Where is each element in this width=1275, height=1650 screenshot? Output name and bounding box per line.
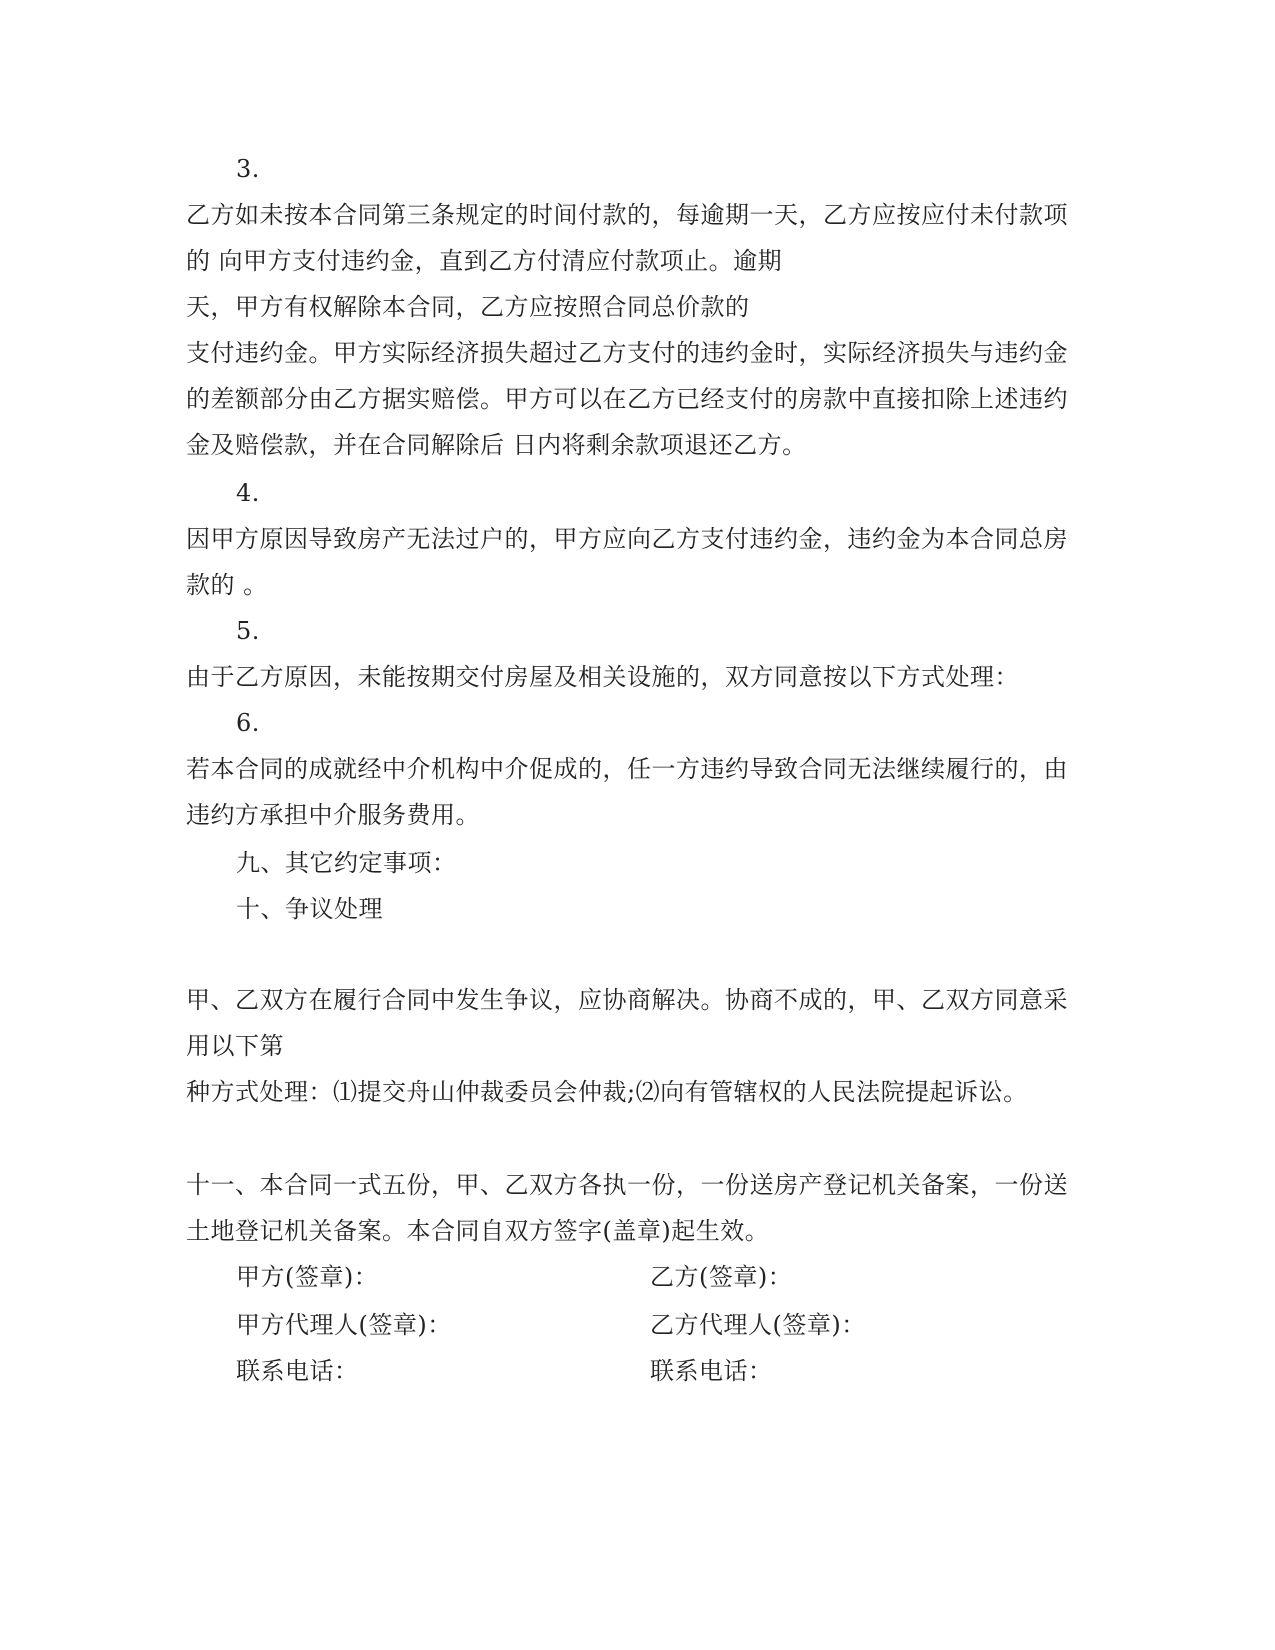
section-text-line: 用以下第 [186, 1032, 284, 1060]
section-heading: 九、其它约定事项： [236, 849, 457, 877]
signature-agent-a: 甲方代理人(签章)： [236, 1311, 452, 1339]
phone-party-a: 联系电话： [236, 1357, 359, 1385]
clause-number: 4. [236, 479, 260, 507]
clause-text-line: 违约方承担中介服务费用。 [186, 801, 480, 829]
clause-text-line: 因甲方原因导致房产无法过户的，甲方应向乙方支付违约金，违约金为本合同总房 [186, 525, 1068, 553]
clause-text-line: 由于乙方原因，未能按期交付房屋及相关设施的，双方同意按以下方式处理： [186, 663, 1019, 691]
clause-number: 6. [236, 709, 260, 737]
section-text-line: 十一、本合同一式五份，甲、乙双方各执一份，一份送房产登记机关备案，一份送 [186, 1171, 1068, 1199]
section-text-line: 土地登记机关备案。本合同自双方签字(盖章)起生效。 [186, 1217, 770, 1245]
clause-text-line: 的差额部分由乙方据实赔偿。甲方可以在乙方已经支付的房款中直接扣除上述违约 [186, 385, 1068, 413]
clause-text-line: 天，甲方有权解除本合同，乙方应按照合同总价款的 [186, 293, 750, 321]
clause-text-line: 支付违约金。甲方实际经济损失超过乙方支付的违约金时，实际经济损失与违约金 [186, 339, 1068, 367]
signature-party-a: 甲方(签章)： [236, 1263, 379, 1291]
section-text-line: 种方式处理：⑴提交舟山仲裁委员会仲裁;⑵向有管辖权的人民法院提起诉讼。 [186, 1078, 1028, 1106]
phone-party-b: 联系电话： [650, 1357, 773, 1385]
section-text-line: 甲、乙双方在履行合同中发生争议，应协商解决。协商不成的，甲、乙双方同意采 [186, 986, 1068, 1014]
clause-number: 5. [236, 617, 260, 645]
section-heading: 十、争议处理 [236, 895, 383, 923]
signature-agent-b: 乙方代理人(签章)： [650, 1311, 866, 1339]
signature-party-b: 乙方(签章)： [650, 1263, 793, 1291]
clause-text-line: 乙方如未按本合同第三条规定的时间付款的，每逾期一天，乙方应按应付未付款项 [186, 201, 1068, 229]
clause-text-line: 金及赔偿款，并在合同解除后 日内将剩余款项退还乙方。 [186, 431, 807, 459]
clause-text-line: 的 向甲方支付违约金，直到乙方付清应付款项止。逾期 [186, 247, 783, 275]
clause-number: 3. [236, 155, 260, 183]
clause-text-line: 若本合同的成就经中介机构中介促成的，任一方违约导致合同无法继续履行的，由 [186, 755, 1068, 783]
clause-text-line: 款的 。 [186, 571, 268, 599]
